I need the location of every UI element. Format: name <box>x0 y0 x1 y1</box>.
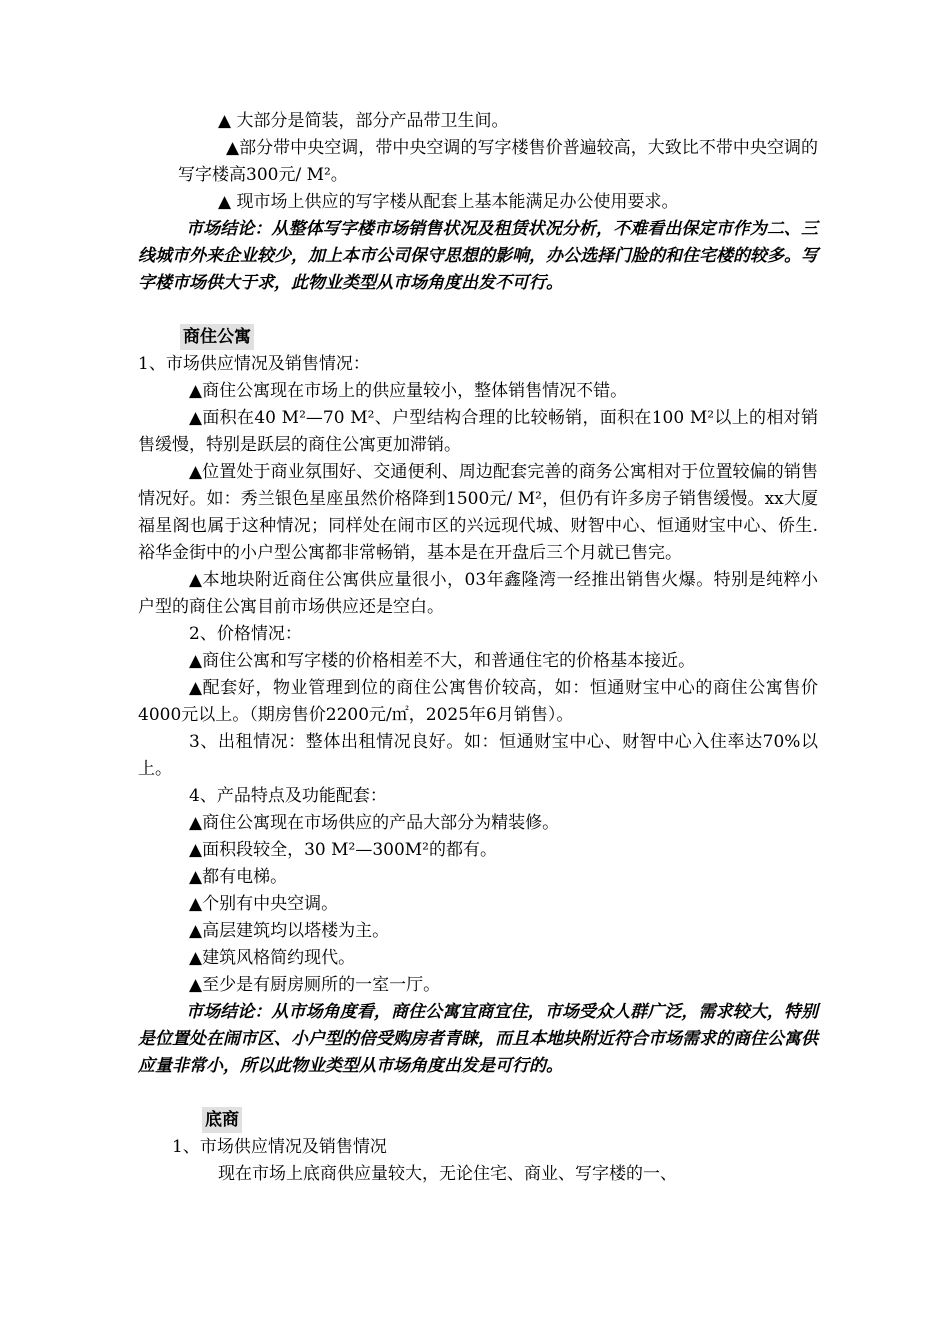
apartment-bullet-11: ▲高层建筑均以塔楼为主。 <box>189 921 390 941</box>
retail-paragraph-1: 现在市场上底商供应量较大，无论住宅、商业、写字楼的一、 <box>218 1164 677 1184</box>
retail-heading-line <box>138 1107 818 1134</box>
apartment-bullet-7: ▲商住公寓现在市场供应的产品大部分为精装修。 <box>189 813 560 833</box>
spacer <box>138 1080 818 1107</box>
apartment-subheading-4: 4、产品特点及功能配套： <box>189 786 387 806</box>
office-conclusion: 市场结论：从整体写字楼市场销售状况及租赁状况分析，不难看出保定市作为二、三线城市外来企业较少，加上本市公司保守思想的影响，办公选择门脸的和住宅楼的较多。写字楼市场供大于求，此物业类型从市场角度出发不可行。 <box>138 219 818 293</box>
apartment-bullet-10: ▲个别有中央空调。 <box>189 894 339 914</box>
document-page <box>138 108 818 1188</box>
office-bullet-3: ▲ 现市场上供应的写字楼从配套上基本能满足办公使用要求。 <box>218 192 679 212</box>
apartment-bullet-1: ▲商住公寓现在市场上的供应量较小，整体销售情况不错。 <box>189 381 628 401</box>
apartment-bullet-6: ▲配套好，物业管理到位的商住公寓售价较高，如：恒通财宝中心的商住公寓售价4000元以上。（期房售价2200元/㎡，2025年6月销售）。 <box>138 678 818 725</box>
apartment-heading-line <box>138 324 818 351</box>
apartment-subheading-1: 1、市场供应情况及销售情况： <box>138 354 370 374</box>
apartment-bullet-3: ▲位置处于商业氛围好、交通便利、周边配套完善的商务公寓相对于位置较偏的销售情况好。如：秀兰银色星座虽然价格降到1500元/ M²，但仍有许多房子销售缓慢。xx大厦福星阁也属于这种情况；同样处在闹市区的兴远现代城、财智中心、恒通财宝中心、侨生.裕华金街中的小户型公寓都非常畅销，基本是在开盘后三个月就已售完。 <box>138 462 818 563</box>
apartment-bullet-13: ▲至少是有厨房厕所的一室一厅。 <box>189 975 441 995</box>
retail-subheading-1: 1、市场供应情况及销售情况 <box>172 1137 387 1157</box>
apartment-bullet-4: ▲本地块附近商住公寓供应量很小，03年鑫隆湾一经推出销售火爆。特别是纯粹小户型的商住公寓目前市场供应还是空白。 <box>138 570 818 617</box>
spacer <box>138 297 818 324</box>
office-bullet-1: ▲ 大部分是简装，部分产品带卫生间。 <box>218 111 509 131</box>
apartment-bullet-12: ▲建筑风格简约现代。 <box>189 948 356 968</box>
apartment-subheading-3: 3、出租情况：整体出租情况良好。如：恒通财宝中心、财智中心入住率达70%以上。 <box>138 732 818 779</box>
apartment-bullet-9: ▲都有电梯。 <box>189 867 288 887</box>
section-heading-retail: 底商 <box>202 1107 242 1133</box>
apartment-bullet-2: ▲面积在40 M²—70 M²、户型结构合理的比较畅销，面积在100 M²以上的相对销售缓慢，特别是跃层的商住公寓更加滞销。 <box>138 408 818 455</box>
office-bullet-2: ▲部分带中央空调，带中央空调的写字楼售价普遍较高，大致比不带中央空调的写字楼高300元/ M²。 <box>178 138 818 185</box>
apartment-bullet-5: ▲商住公寓和写字楼的价格相差不大，和普通住宅的价格基本接近。 <box>189 651 696 671</box>
apartment-subheading-2: 2、价格情况： <box>189 624 302 644</box>
section-heading-apartment: 商住公寓 <box>180 324 254 350</box>
apartment-conclusion: 市场结论：从市场角度看，商住公寓宜商宜住，市场受众人群广泛，需求较大，特别是位置处在闹市区、小户型的倍受购房者青睐，而且本地块附近符合市场需求的商住公寓供应量非常小，所以此物业类型从市场角度出发是可行的。 <box>138 1002 818 1076</box>
apartment-bullet-8: ▲面积段较全，30 M²—300M²的都有。 <box>189 840 498 860</box>
